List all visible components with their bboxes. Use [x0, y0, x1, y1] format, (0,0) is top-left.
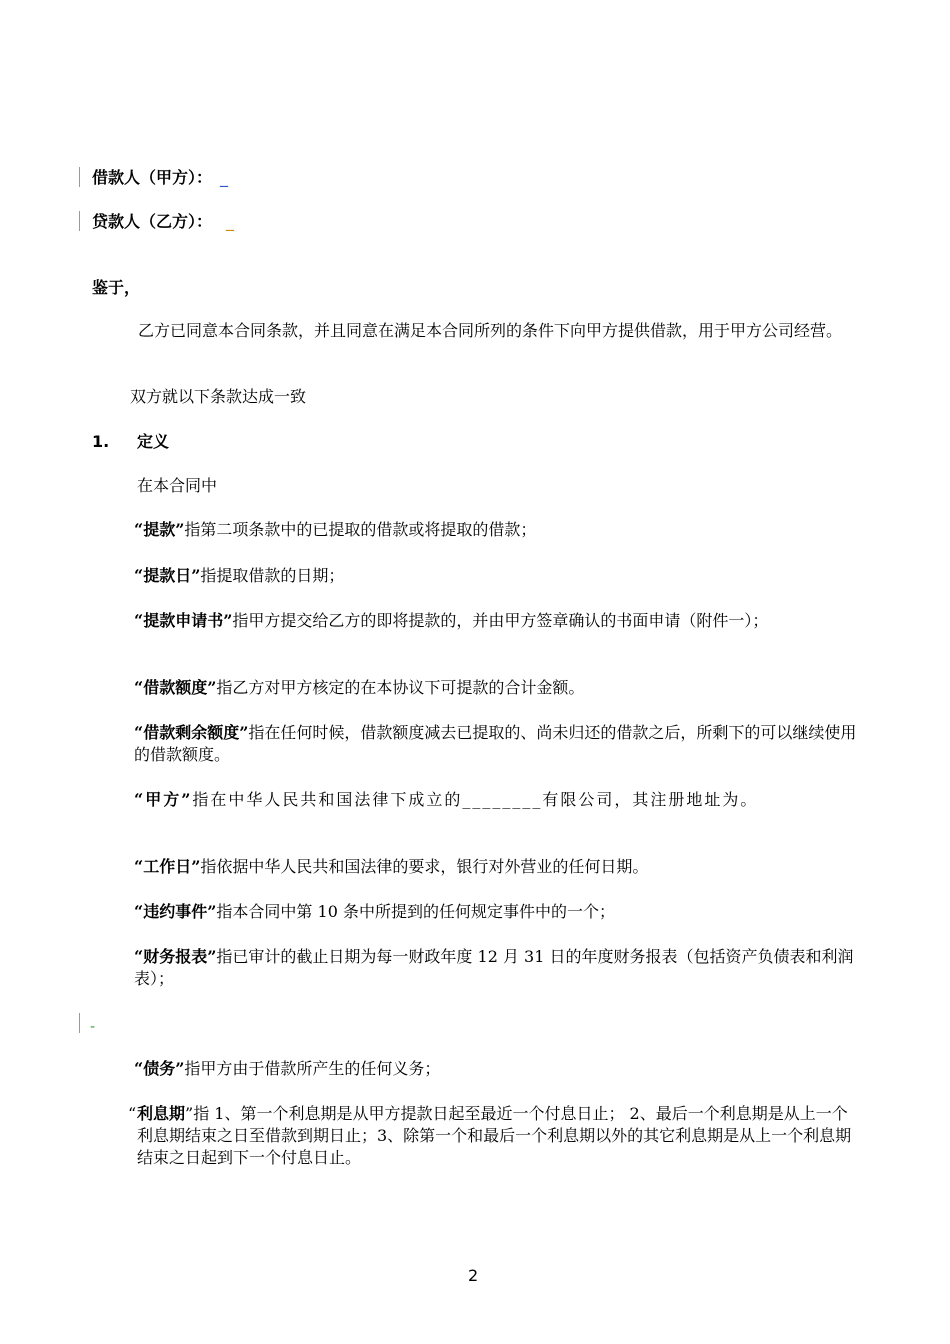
- definition-text: 指本合同中第 10 条中所提到的任何规定事件中的一个；: [216, 902, 615, 921]
- definition-term: “借款额度”: [134, 678, 217, 697]
- change-bar: [79, 1013, 80, 1033]
- lender-mark: _: [226, 212, 235, 231]
- definition-term: “提款申请书”: [134, 611, 233, 630]
- definition-term: “借款剩余额度”: [134, 723, 249, 742]
- borrower-mark: _: [220, 168, 229, 187]
- section-title: 定义: [137, 432, 170, 451]
- definition-item: [134, 856, 648, 878]
- definition-text: 指在中华人民共和国法律下成立的________有限公司，其注册地址为。: [192, 790, 759, 809]
- definition-item: [134, 677, 584, 699]
- definition-item: [134, 610, 860, 632]
- lender-label: 贷款人（乙方）：: [92, 212, 213, 231]
- definition-text: ”指 1、第一个利息期是从甲方提款日起至最近一个付息日止； 2、最后一个利息期是从上一个利息期结束之日至借款到期日止；3、除第一个和最后一个利息期以外的其它利息期是从上一个利息期结束之日起到下一个付息日止。: [137, 1104, 852, 1167]
- definition-term: “工作日”: [134, 857, 201, 876]
- definition-term: 利息期: [137, 1104, 186, 1123]
- change-bar: [79, 211, 80, 231]
- definition-term: “债务”: [134, 1059, 185, 1078]
- separator-mark: -: [90, 1019, 96, 1035]
- recital-paragraph: 乙方已同意本合同条款，并且同意在满足本合同所列的条件下向甲方提供借款，用于甲方公司经营。: [138, 321, 843, 340]
- lender-line: [92, 211, 234, 233]
- definition-text: 指已审计的截止日期为每一财政年度 12 月 31 日的年度财务报表（包括资产负债表和利润表）；: [134, 947, 854, 988]
- interest-quote-open: “: [128, 1104, 137, 1123]
- definition-item: [134, 565, 344, 587]
- definition-item: [134, 946, 860, 990]
- definition-text: 指甲方由于借款所产生的任何义务；: [184, 1059, 441, 1078]
- page-number: 2: [468, 1266, 479, 1285]
- definition-text: 指依据中华人民共和国法律的要求，银行对外营业的任何日期。: [200, 857, 649, 876]
- definition-item: [134, 722, 860, 766]
- definition-item: [134, 519, 536, 541]
- section-intro: 在本合同中: [137, 476, 218, 495]
- definition-item: [134, 789, 860, 811]
- change-bar: [79, 167, 80, 187]
- definition-term: “违约事件”: [134, 902, 217, 921]
- whereas-heading: 鉴于，: [92, 278, 141, 297]
- definition-term: “财务报表”: [134, 947, 217, 966]
- definition-text: 指第二项条款中的已提取的借款或将提取的借款；: [184, 520, 537, 539]
- definition-item: [134, 901, 615, 923]
- definition-term: “提款”: [134, 520, 185, 539]
- agreement-line: 双方就以下条款达成一致: [130, 387, 307, 406]
- definition-text: 指甲方提交给乙方的即将提款的，并由甲方签章确认的书面申请（附件一）；: [232, 611, 769, 630]
- definition-item: [134, 1058, 440, 1080]
- borrower-label: 借款人（甲方）：: [92, 168, 213, 187]
- definition-text: 指在任何时候，借款额度减去已提取的、尚未归还的借款之后，所剩下的可以继续使用的借款额度。: [134, 723, 857, 764]
- definition-term: “提款日”: [134, 566, 201, 585]
- definition-text: 指提取借款的日期；: [200, 566, 345, 585]
- definition-term: “甲方”: [134, 790, 193, 809]
- borrower-line: [92, 167, 228, 189]
- definition-item: [137, 1103, 860, 1169]
- section-number: 1.: [92, 432, 110, 451]
- definition-text: 指乙方对甲方核定的在本协议下可提款的合计金额。: [216, 678, 585, 697]
